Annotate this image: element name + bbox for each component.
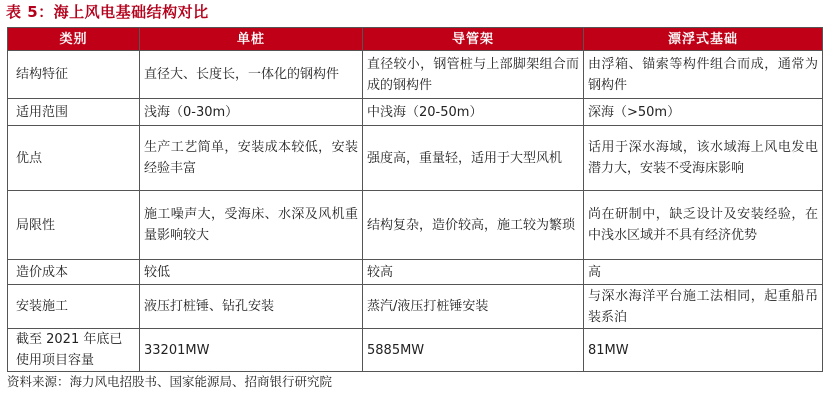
table-cell: 生产工艺简单，安装成本较低，安装经验丰富 bbox=[140, 126, 363, 191]
table-cell: 尚在研制中，缺乏设计及安装经验，在中浅水区域并不具有经济优势 bbox=[584, 191, 823, 260]
table-cell: 蒸汽/液压打桩锤安装 bbox=[363, 285, 584, 329]
table-header-row bbox=[8, 28, 823, 51]
table-cell: 结构复杂，造价较高，施工较为繁琐 bbox=[363, 191, 584, 260]
table-cell: 33201MW bbox=[140, 329, 363, 372]
row-header: 优点 bbox=[8, 126, 140, 191]
row-header: 适用范围 bbox=[8, 99, 140, 126]
table-cell: 高 bbox=[584, 260, 823, 285]
column-header: 单桩 bbox=[140, 28, 363, 51]
column-header: 漂浮式基础 bbox=[584, 28, 823, 51]
table-cell: 强度高，重量轻，适用于大型风机 bbox=[363, 126, 584, 191]
table-cell: 较高 bbox=[363, 260, 584, 285]
table-row bbox=[8, 191, 823, 260]
table-cell: 中浅海（20-50m） bbox=[363, 99, 584, 126]
table-cell: 由浮箱、锚索等构件组合而成，通常为钢构件 bbox=[584, 51, 823, 99]
table-cell: 深海（>50m） bbox=[584, 99, 823, 126]
table-title: 表 5：海上风电基础结构对比 bbox=[6, 3, 209, 21]
table-cell: 直径较小，钢管桩与上部脚架组合而成的钢构件 bbox=[363, 51, 584, 99]
table-cell: 5885MW bbox=[363, 329, 584, 372]
row-header: 截至 2021 年底已使用项目容量 bbox=[8, 329, 140, 372]
comparison-table bbox=[7, 27, 823, 372]
table-cell: 与深水海洋平台施工法相同，起重船吊装系泊 bbox=[584, 285, 823, 329]
row-header: 结构特征 bbox=[8, 51, 140, 99]
table-cell: 81MW bbox=[584, 329, 823, 372]
table-row bbox=[8, 285, 823, 329]
column-header: 类别 bbox=[8, 28, 140, 51]
table-cell: 液压打桩锤、钻孔安装 bbox=[140, 285, 363, 329]
table-row bbox=[8, 260, 823, 285]
table-row bbox=[8, 51, 823, 99]
table-row bbox=[8, 99, 823, 126]
table-row bbox=[8, 329, 823, 372]
table-cell: 直径大、长度长，一体化的钢构件 bbox=[140, 51, 363, 99]
source-note: 资料来源：海力风电招股书、国家能源局、招商银行研究院 bbox=[7, 374, 333, 389]
row-header: 局限性 bbox=[8, 191, 140, 260]
column-header: 导管架 bbox=[363, 28, 584, 51]
table-cell: 较低 bbox=[140, 260, 363, 285]
table-cell: 浅海（0-30m） bbox=[140, 99, 363, 126]
row-header: 安装施工 bbox=[8, 285, 140, 329]
row-header: 造价成本 bbox=[8, 260, 140, 285]
table-cell: 施工噪声大，受海床、水深及风机重量影响较大 bbox=[140, 191, 363, 260]
table-row bbox=[8, 126, 823, 191]
table-cell: 话用于深水海域，该水域海上风电发电潜力大，安装不受海床影响 bbox=[584, 126, 823, 191]
